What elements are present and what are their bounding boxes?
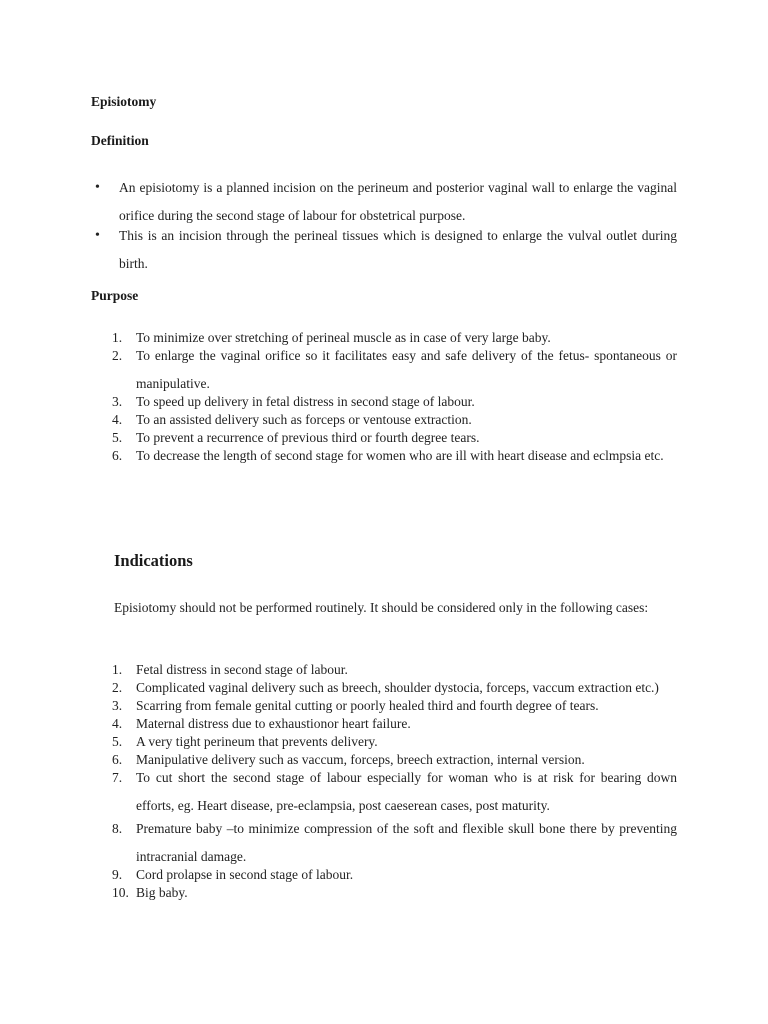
definition-bullet: • An episiotomy is a planned incision on the perineum and posterior vaginal wall to enlarge the vaginal orifice during the second stage of labour for obstetrical purpose. <box>91 174 677 230</box>
purpose-item <box>112 393 677 411</box>
indication-item-number: 4. <box>112 716 123 731</box>
indication-item-text: Complicated vaginal delivery such as breech, shoulder dystocia, forceps, vaccum extraction etc.) <box>136 680 659 695</box>
indication-item-text: Maternal distress due to exhaustionor heart failure. <box>136 716 411 731</box>
purpose-item-number: 6. <box>112 448 123 463</box>
indication-item-number: 3. <box>112 698 123 713</box>
document-title: Episiotomy <box>91 94 157 109</box>
indications-intro: Episiotomy should not be performed routinely. It should be considered only in the following cases: <box>114 600 649 615</box>
indication-item-number: 9. <box>112 867 123 882</box>
indication-item-text: A very tight perineum that prevents delivery. <box>136 734 378 749</box>
definition-bullet: • This is an incision through the perineal tissues which is designed to enlarge the vulval outlet during birth. <box>91 222 677 278</box>
indications-list <box>112 661 677 902</box>
definition-list <box>91 174 677 270</box>
purpose-list <box>112 329 677 465</box>
indication-item-number: 10. <box>112 885 129 900</box>
indication-item-number: 1. <box>112 662 123 677</box>
purpose-item-number: 5. <box>112 430 123 445</box>
indication-item <box>112 764 677 820</box>
indication-item-text: To cut short the second stage of labour especially for woman who is at risk for bearing down efforts, eg. Heart disease, pre-eclampsia, post caeserean cases, post maturity. <box>136 770 677 813</box>
indication-item <box>112 815 677 871</box>
indications-heading: Indications <box>114 551 193 570</box>
purpose-item <box>112 442 677 470</box>
indication-item <box>112 715 677 733</box>
purpose-item <box>112 411 677 429</box>
purpose-item-text: To speed up delivery in fetal distress in second stage of labour. <box>136 394 475 409</box>
purpose-item-text: To an assisted delivery such as forceps or ventouse extraction. <box>136 412 472 427</box>
indication-item-number: 6. <box>112 752 123 767</box>
purpose-heading: Purpose <box>91 288 139 303</box>
purpose-item-number: 4. <box>112 412 123 427</box>
indication-item <box>112 697 677 715</box>
purpose-item-text: To enlarge the vaginal orifice so it facilitates easy and safe delivery of the fetus- spontaneous or manipulative. <box>136 348 677 391</box>
definition-heading: Definition <box>91 133 149 148</box>
purpose-item-number: 2. <box>112 348 123 363</box>
indication-item-number: 8. <box>112 821 123 836</box>
indication-item <box>112 884 677 902</box>
purpose-item <box>112 342 677 398</box>
purpose-item-number: 1. <box>112 330 123 345</box>
indication-item-number: 5. <box>112 734 123 749</box>
indication-item <box>112 733 677 751</box>
indication-item-number: 7. <box>112 770 123 785</box>
indication-item-text: Big baby. <box>136 885 188 900</box>
indication-item-text: Scarring from female genital cutting or poorly healed third and fourth degree of tears. <box>136 698 599 713</box>
indication-item-text: Manipulative delivery such as vaccum, forceps, breech extraction, internal version. <box>136 752 585 767</box>
indication-item-text: Premature baby –to minimize compression of the soft and flexible skull bone there by preventing intracranial damage. <box>136 821 677 864</box>
purpose-item-text: To decrease the length of second stage for women who are ill with heart disease and eclmpsia etc. <box>136 448 664 463</box>
indication-item-text: Fetal distress in second stage of labour. <box>136 662 348 677</box>
purpose-item-number: 3. <box>112 394 123 409</box>
indication-item <box>112 866 677 884</box>
indication-item-text: Cord prolapse in second stage of labour. <box>136 867 354 882</box>
indication-item-number: 2. <box>112 680 123 695</box>
purpose-item-text: To minimize over stretching of perineal muscle as in case of very large baby. <box>136 330 551 345</box>
purpose-item-text: To prevent a recurrence of previous third or fourth degree tears. <box>136 430 480 445</box>
